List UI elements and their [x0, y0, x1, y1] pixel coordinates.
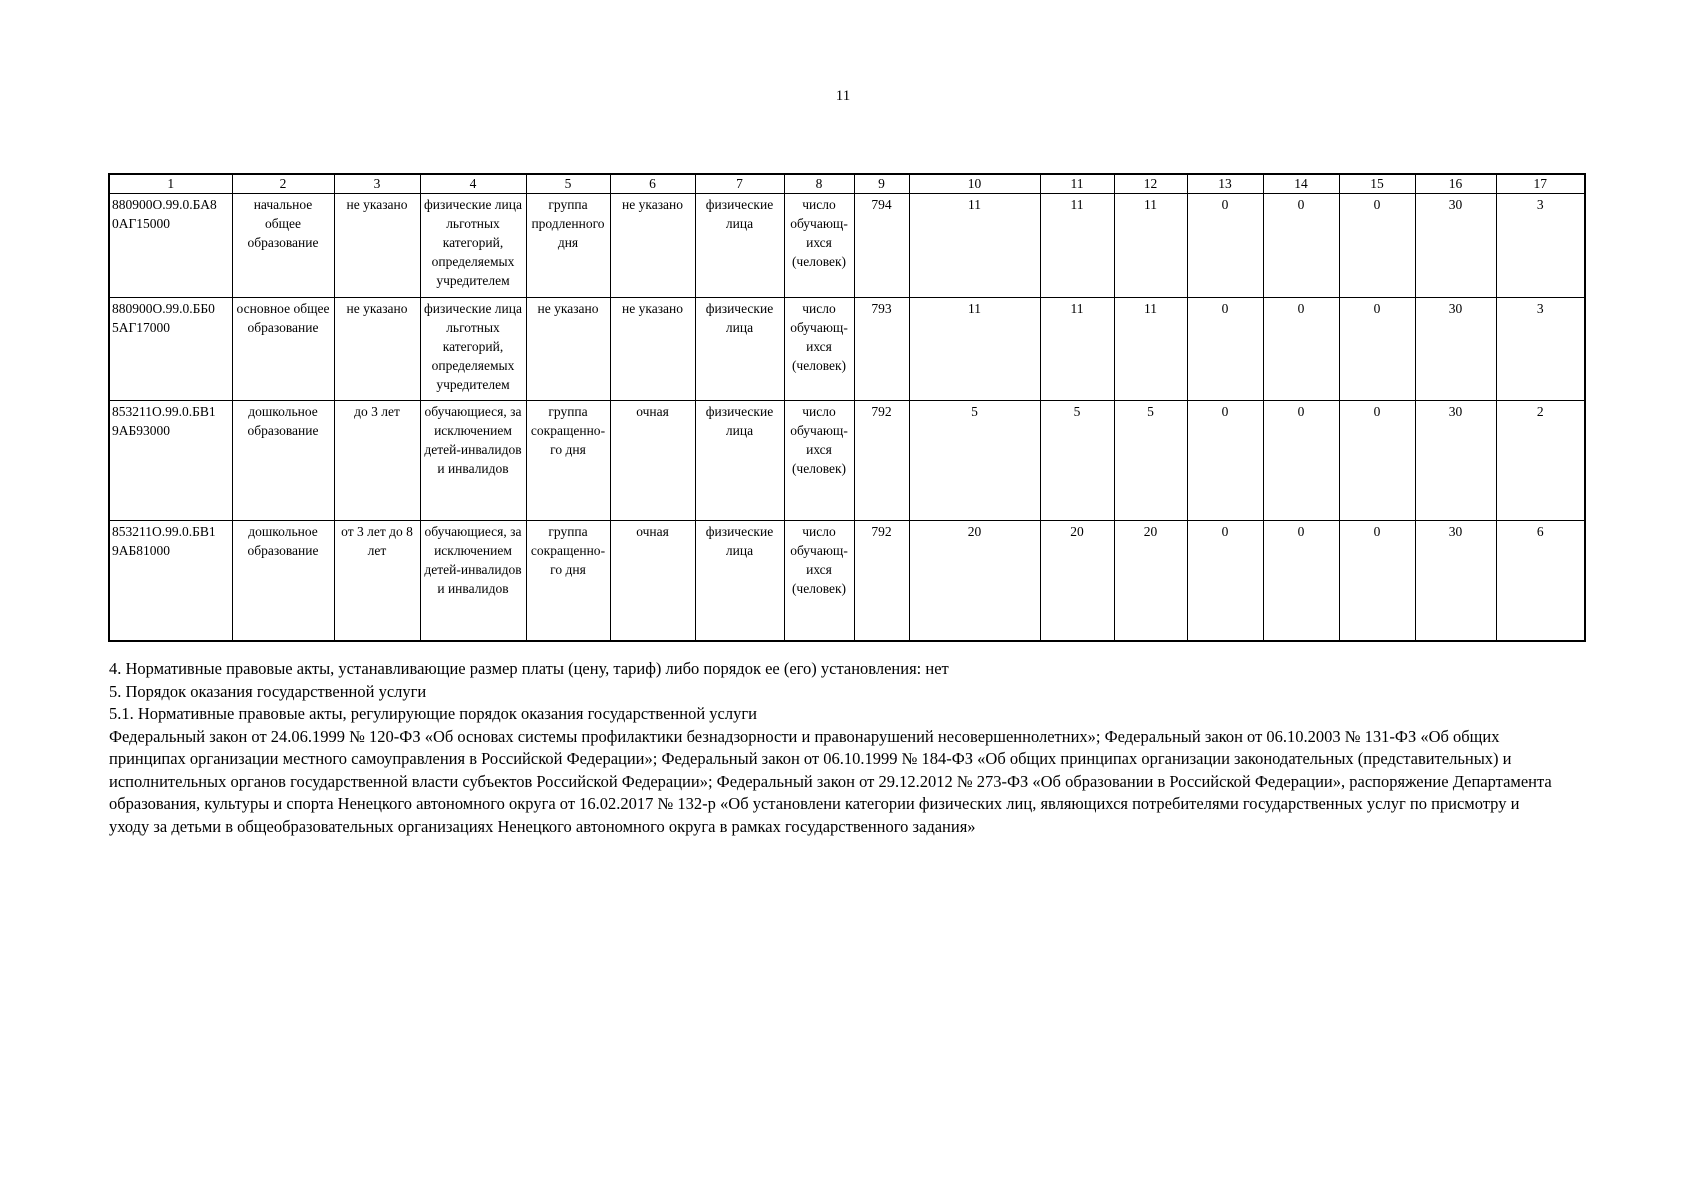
table-cell: 30 — [1415, 401, 1496, 521]
table-cell: 2 — [1496, 401, 1585, 521]
table-cell: 11 — [909, 298, 1040, 401]
table-cell: не указано — [526, 298, 610, 401]
table-cell: 0 — [1263, 298, 1339, 401]
column-number-cell: 2 — [232, 174, 334, 194]
table-cell: 5 — [909, 401, 1040, 521]
table-cell: группа сокращенного дня — [526, 401, 610, 521]
table-cell: 6 — [1496, 521, 1585, 642]
table-cell: 5 — [1040, 401, 1114, 521]
table-cell: не указано — [610, 194, 695, 298]
table-cell: 0 — [1263, 401, 1339, 521]
table-row — [109, 401, 1585, 521]
table-cell: начальное общее образование — [232, 194, 334, 298]
column-number-cell: 15 — [1339, 174, 1415, 194]
column-number-cell: 11 — [1040, 174, 1114, 194]
table-cell: физические лица — [695, 521, 784, 642]
table-cell: очная — [610, 401, 695, 521]
services-table — [108, 173, 1586, 642]
table-cell: не указано — [334, 194, 420, 298]
table-cell: обучающиеся, за исключением детей-инвалидов и инвалидов — [420, 401, 526, 521]
column-number-cell: 13 — [1187, 174, 1263, 194]
column-number-cell: 3 — [334, 174, 420, 194]
column-number-cell: 14 — [1263, 174, 1339, 194]
paragraph-regulatory-acts: 5.1. Нормативные правовые акты, регулирующие порядок оказания государственной услуги — [109, 704, 757, 723]
column-number-cell: 10 — [909, 174, 1040, 194]
table-cell: 794 — [854, 194, 909, 298]
column-number-cell: 16 — [1415, 174, 1496, 194]
table-cell: число обучающихся (человек) — [784, 298, 854, 401]
table-row — [109, 194, 1585, 298]
paragraph-payment-acts: 4. Нормативные правовые акты, устанавливающие размер платы (цену, тариф) либо порядок ее (его) установления: нет — [109, 659, 949, 678]
paragraph-laws-list: Федеральный закон от 24.06.1999 № 120-ФЗ «Об основах системы профилактики безнадзорности и правонарушений несовершеннолетних»; Федеральный закон от 06.10.2003 № 131-ФЗ «Об общих принципах организации местного самоуправления в Российской Федерации»; Федеральный закон от 06.10.1999 № 184-ФЗ «Об общих принципах организации законодательных (представительных) и исполнительных органов государственной власти субъектов Российской Федерации»; Федеральный закон от 29.12.2012 № 273-ФЗ «Об образовании в Российской Федерации», распоряжение Департамента образования, культуры и спорта Ненецкого автономного округа от 16.02.2017 № 132-р «Об установлени категории физических лиц, являющихся потребителями государственных услуг по присмотру и уходу за детьми в общеобразовательных организациях Ненецкого автономного округа в рамках государственного задания» — [109, 726, 1552, 836]
table-cell: 11 — [1114, 298, 1187, 401]
column-number-cell: 12 — [1114, 174, 1187, 194]
table-cell: число обучающихся (человек) — [784, 194, 854, 298]
column-number-cell: 1 — [109, 174, 232, 194]
table-cell: 0 — [1187, 194, 1263, 298]
table-cell: 30 — [1415, 521, 1496, 642]
table-cell: 0 — [1187, 401, 1263, 521]
table-cell: число обучающихся (человек) — [784, 521, 854, 642]
table-cell: 20 — [909, 521, 1040, 642]
column-number-cell: 4 — [420, 174, 526, 194]
table-cell: обучающиеся, за исключением детей-инвалидов и инвалидов — [420, 521, 526, 642]
table-cell: очная — [610, 521, 695, 642]
table-cell: 11 — [1040, 298, 1114, 401]
table-cell: 792 — [854, 521, 909, 642]
table-cell: дошкольное образование — [232, 521, 334, 642]
table-cell: 0 — [1187, 298, 1263, 401]
table-cell: группа продленного дня — [526, 194, 610, 298]
table-cell: физические лица — [695, 194, 784, 298]
table-cell: физические лица льготных категорий, определяемых учредителем — [420, 298, 526, 401]
table-cell: 0 — [1339, 401, 1415, 521]
registry-code-cell: 880900О.99.0.ББ0 5АГ17000 — [109, 298, 232, 401]
table-cell: от 3 лет до 8 лет — [334, 521, 420, 642]
table-cell: 0 — [1263, 194, 1339, 298]
table-header-row — [109, 174, 1585, 194]
table-cell: не указано — [610, 298, 695, 401]
table-cell: 0 — [1339, 521, 1415, 642]
table-cell: 0 — [1263, 521, 1339, 642]
table-cell: 792 — [854, 401, 909, 521]
table-cell: физические лица — [695, 298, 784, 401]
table-row — [109, 298, 1585, 401]
registry-code-cell: 853211О.99.0.БВ1 9АБ81000 — [109, 521, 232, 642]
table-cell: физические лица — [695, 401, 784, 521]
table-cell: 3 — [1496, 298, 1585, 401]
table-cell: 3 — [1496, 194, 1585, 298]
column-number-cell: 8 — [784, 174, 854, 194]
table-cell: 11 — [909, 194, 1040, 298]
table-cell: 20 — [1114, 521, 1187, 642]
table-cell: 793 — [854, 298, 909, 401]
table-cell: 30 — [1415, 194, 1496, 298]
table-cell: 0 — [1339, 194, 1415, 298]
table-cell: основное общее образование — [232, 298, 334, 401]
table-cell: 30 — [1415, 298, 1496, 401]
table-cell: дошкольное образование — [232, 401, 334, 521]
table-cell: 11 — [1114, 194, 1187, 298]
registry-code-cell: 880900О.99.0.БА8 0АГ15000 — [109, 194, 232, 298]
table-row — [109, 521, 1585, 642]
column-number-cell: 6 — [610, 174, 695, 194]
page-number: 11 — [835, 88, 851, 104]
paragraph-service-order: 5. Порядок оказания государственной услуги — [109, 681, 427, 701]
table-cell: 0 — [1187, 521, 1263, 642]
table-cell: 20 — [1040, 521, 1114, 642]
column-number-cell: 7 — [695, 174, 784, 194]
table-cell: 5 — [1114, 401, 1187, 521]
table-cell: число обучающихся (человек) — [784, 401, 854, 521]
registry-code-cell: 853211О.99.0.БВ1 9АБ93000 — [109, 401, 232, 521]
document-text — [109, 658, 1559, 838]
table-cell: группа сокращенного дня — [526, 521, 610, 642]
column-number-cell: 17 — [1496, 174, 1585, 194]
column-number-cell: 5 — [526, 174, 610, 194]
column-number-cell: 9 — [854, 174, 909, 194]
table-cell: до 3 лет — [334, 401, 420, 521]
table-cell: не указано — [334, 298, 420, 401]
table-cell: 11 — [1040, 194, 1114, 298]
table-cell: 0 — [1339, 298, 1415, 401]
table-cell: физические лица льготных категорий, определяемых учредителем — [420, 194, 526, 298]
